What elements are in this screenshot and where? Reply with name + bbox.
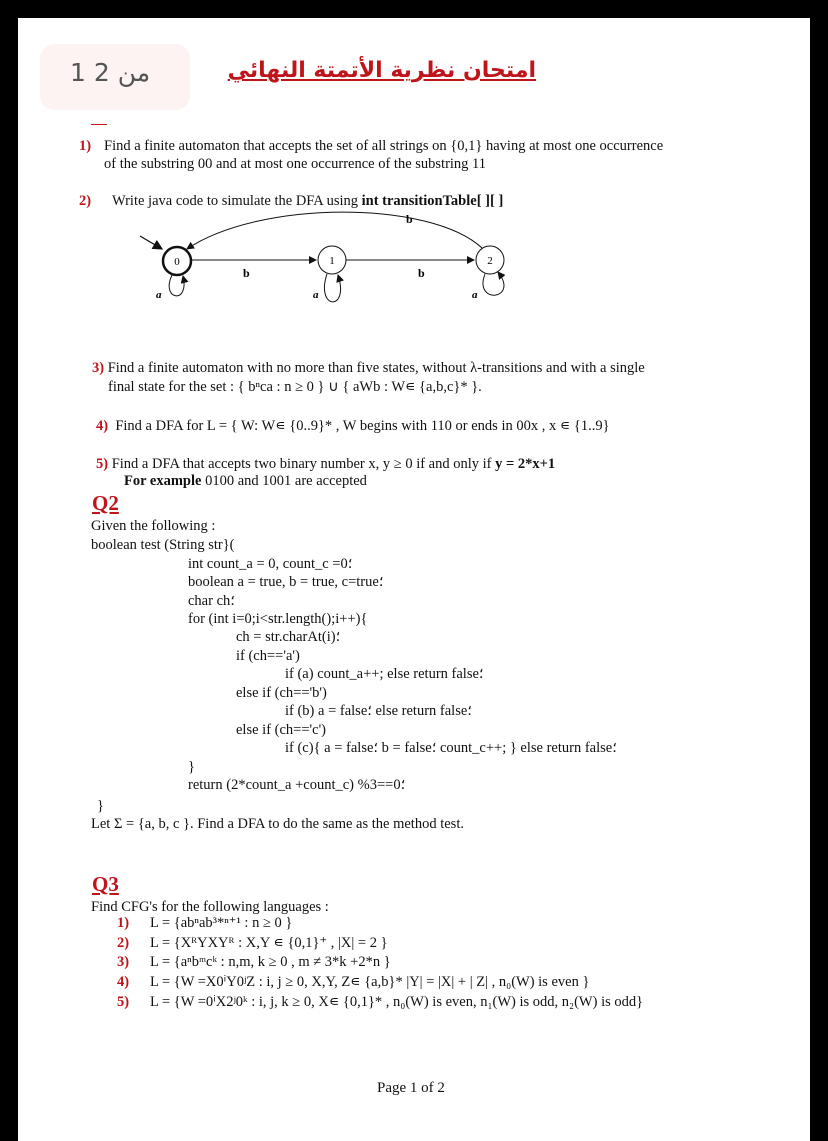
- q2-signature: boolean test (String str}(: [91, 537, 235, 553]
- q3-heading: Q3: [92, 872, 119, 896]
- state-2-label: 2: [487, 255, 493, 267]
- q2-task: Let Σ = {a, b, c }. Find a DFA to do the same as the method test.: [91, 816, 464, 832]
- q3-item: 2): [117, 935, 130, 951]
- code-line: if (ch=='a'): [236, 648, 300, 664]
- q1-item2-bold: int transitionTable[ ][ ]: [361, 193, 504, 209]
- loop-1: [324, 274, 340, 302]
- q1-item1-num: 1): [79, 138, 92, 154]
- q2-heading: Q2: [92, 491, 119, 515]
- start-arrow: [140, 236, 162, 249]
- code-line: if (a) count_a++; else return false؛: [285, 666, 484, 682]
- loop-0-label: a: [156, 289, 162, 301]
- loop-2: [483, 272, 504, 295]
- q1-item1-line1: Find a finite automaton that accepts the set of all strings on {0,1} having at most one occurrence: [104, 138, 664, 154]
- page-badge-text: 1 من 2: [70, 58, 151, 87]
- q2-intro: Given the following :: [91, 518, 216, 534]
- edge-2-0: [187, 212, 482, 249]
- q3-item: 5): [117, 994, 130, 1010]
- loop-2-label: a: [472, 289, 478, 301]
- code-line: }: [97, 798, 104, 814]
- edge-0-1-label: b: [243, 266, 250, 280]
- code-line: for (int i=0;i<str.length();i++){: [188, 611, 368, 627]
- loop-1-label: a: [313, 289, 319, 301]
- q3-item-text: L = {W =X0ⁱY0ʲZ : i, j ≥ 0, X,Y, Z∊ {a,b}* |Y| = |X| + | Z| , n₀(W) is even }: [150, 974, 590, 990]
- q3-item-text: L = {W =0ⁱX2ʲ0ᵏ : i, j, k ≥ 0, X∊ {0,1}* , n₀(W) is even, n₁(W) is odd, n₂(W) is odd}: [150, 994, 644, 1010]
- q1-item4: 4) Find a DFA for L = { W: W∊ {0..9}* , W begins with 110 or ends in 00x , x ∊ {1..9}: [96, 418, 610, 434]
- edge-1-2-label: b: [418, 266, 425, 280]
- q1-item5: 5) Find a DFA that accepts two binary number x, y ≥ 0 if and only if y = 2*x+1: [96, 456, 556, 472]
- q1-item2-text: Write java code to simulate the DFA using int transitionTable[ ][ ]: [112, 193, 504, 209]
- state-0-label: 0: [174, 256, 180, 268]
- state-1-label: 1: [329, 255, 335, 267]
- q3-item: 3): [117, 954, 130, 970]
- q1-item1-line2: of the substring 00 and at most one occurrence of the substring 11: [104, 156, 487, 172]
- q3-item: 1): [117, 915, 130, 931]
- q1-item3-line2: final state for the set : { bⁿca : n ≥ 0 } ∪ { aWb : W∊ {a,b,c}* }.: [108, 379, 482, 395]
- loop-0: [169, 275, 184, 296]
- page-footer: Page 1 of 2: [377, 1080, 445, 1096]
- q3-item-text: L = {XᴿYXYᴿ : X,Y ∊ {0,1}⁺ , |X| = 2 }: [150, 935, 388, 951]
- code-line: }: [188, 759, 195, 775]
- exam-title: امتحان نظرية الأتمتة النهائي: [227, 58, 536, 83]
- q3-item-text: L = {abⁿab³*ⁿ⁺¹ : n ≥ 0 }: [150, 915, 293, 931]
- code-line: if (c){ a = false؛ b = false؛ count_c++; } else return false؛: [285, 740, 617, 756]
- code-line: else if (ch=='b'): [236, 685, 327, 701]
- code-line: else if (ch=='c'): [236, 722, 327, 738]
- code-line: ch = str.charAt(i)؛: [236, 629, 341, 645]
- dfa-diagram: [0, 0, 828, 360]
- q3-item: 4): [117, 974, 130, 990]
- code-line: return (2*count_a +count_c) %3==0؛: [188, 777, 406, 793]
- edge-2-0-label: b: [406, 212, 413, 226]
- code-line: if (b) a = false؛ else return false؛: [285, 703, 472, 719]
- code-line: char ch؛: [188, 593, 235, 609]
- code-line: boolean a = true, b = true, c=true؛: [188, 574, 384, 590]
- code-line: int count_a = 0, count_c =0؛: [188, 556, 353, 572]
- q1-item5-example: For example 0100 and 1001 are accepted: [124, 473, 367, 489]
- q1-item2-num: 2): [79, 193, 92, 209]
- q3-item-text: L = {aⁿbᵐcᵏ : n,m, k ≥ 0 , m ≠ 3*k +2*n }: [150, 954, 391, 970]
- q3-intro: Find CFG's for the following languages :: [91, 899, 329, 915]
- q1-item3-line1: 3) Find a finite automaton with no more than five states, without λ-transitions and with a single: [92, 360, 645, 376]
